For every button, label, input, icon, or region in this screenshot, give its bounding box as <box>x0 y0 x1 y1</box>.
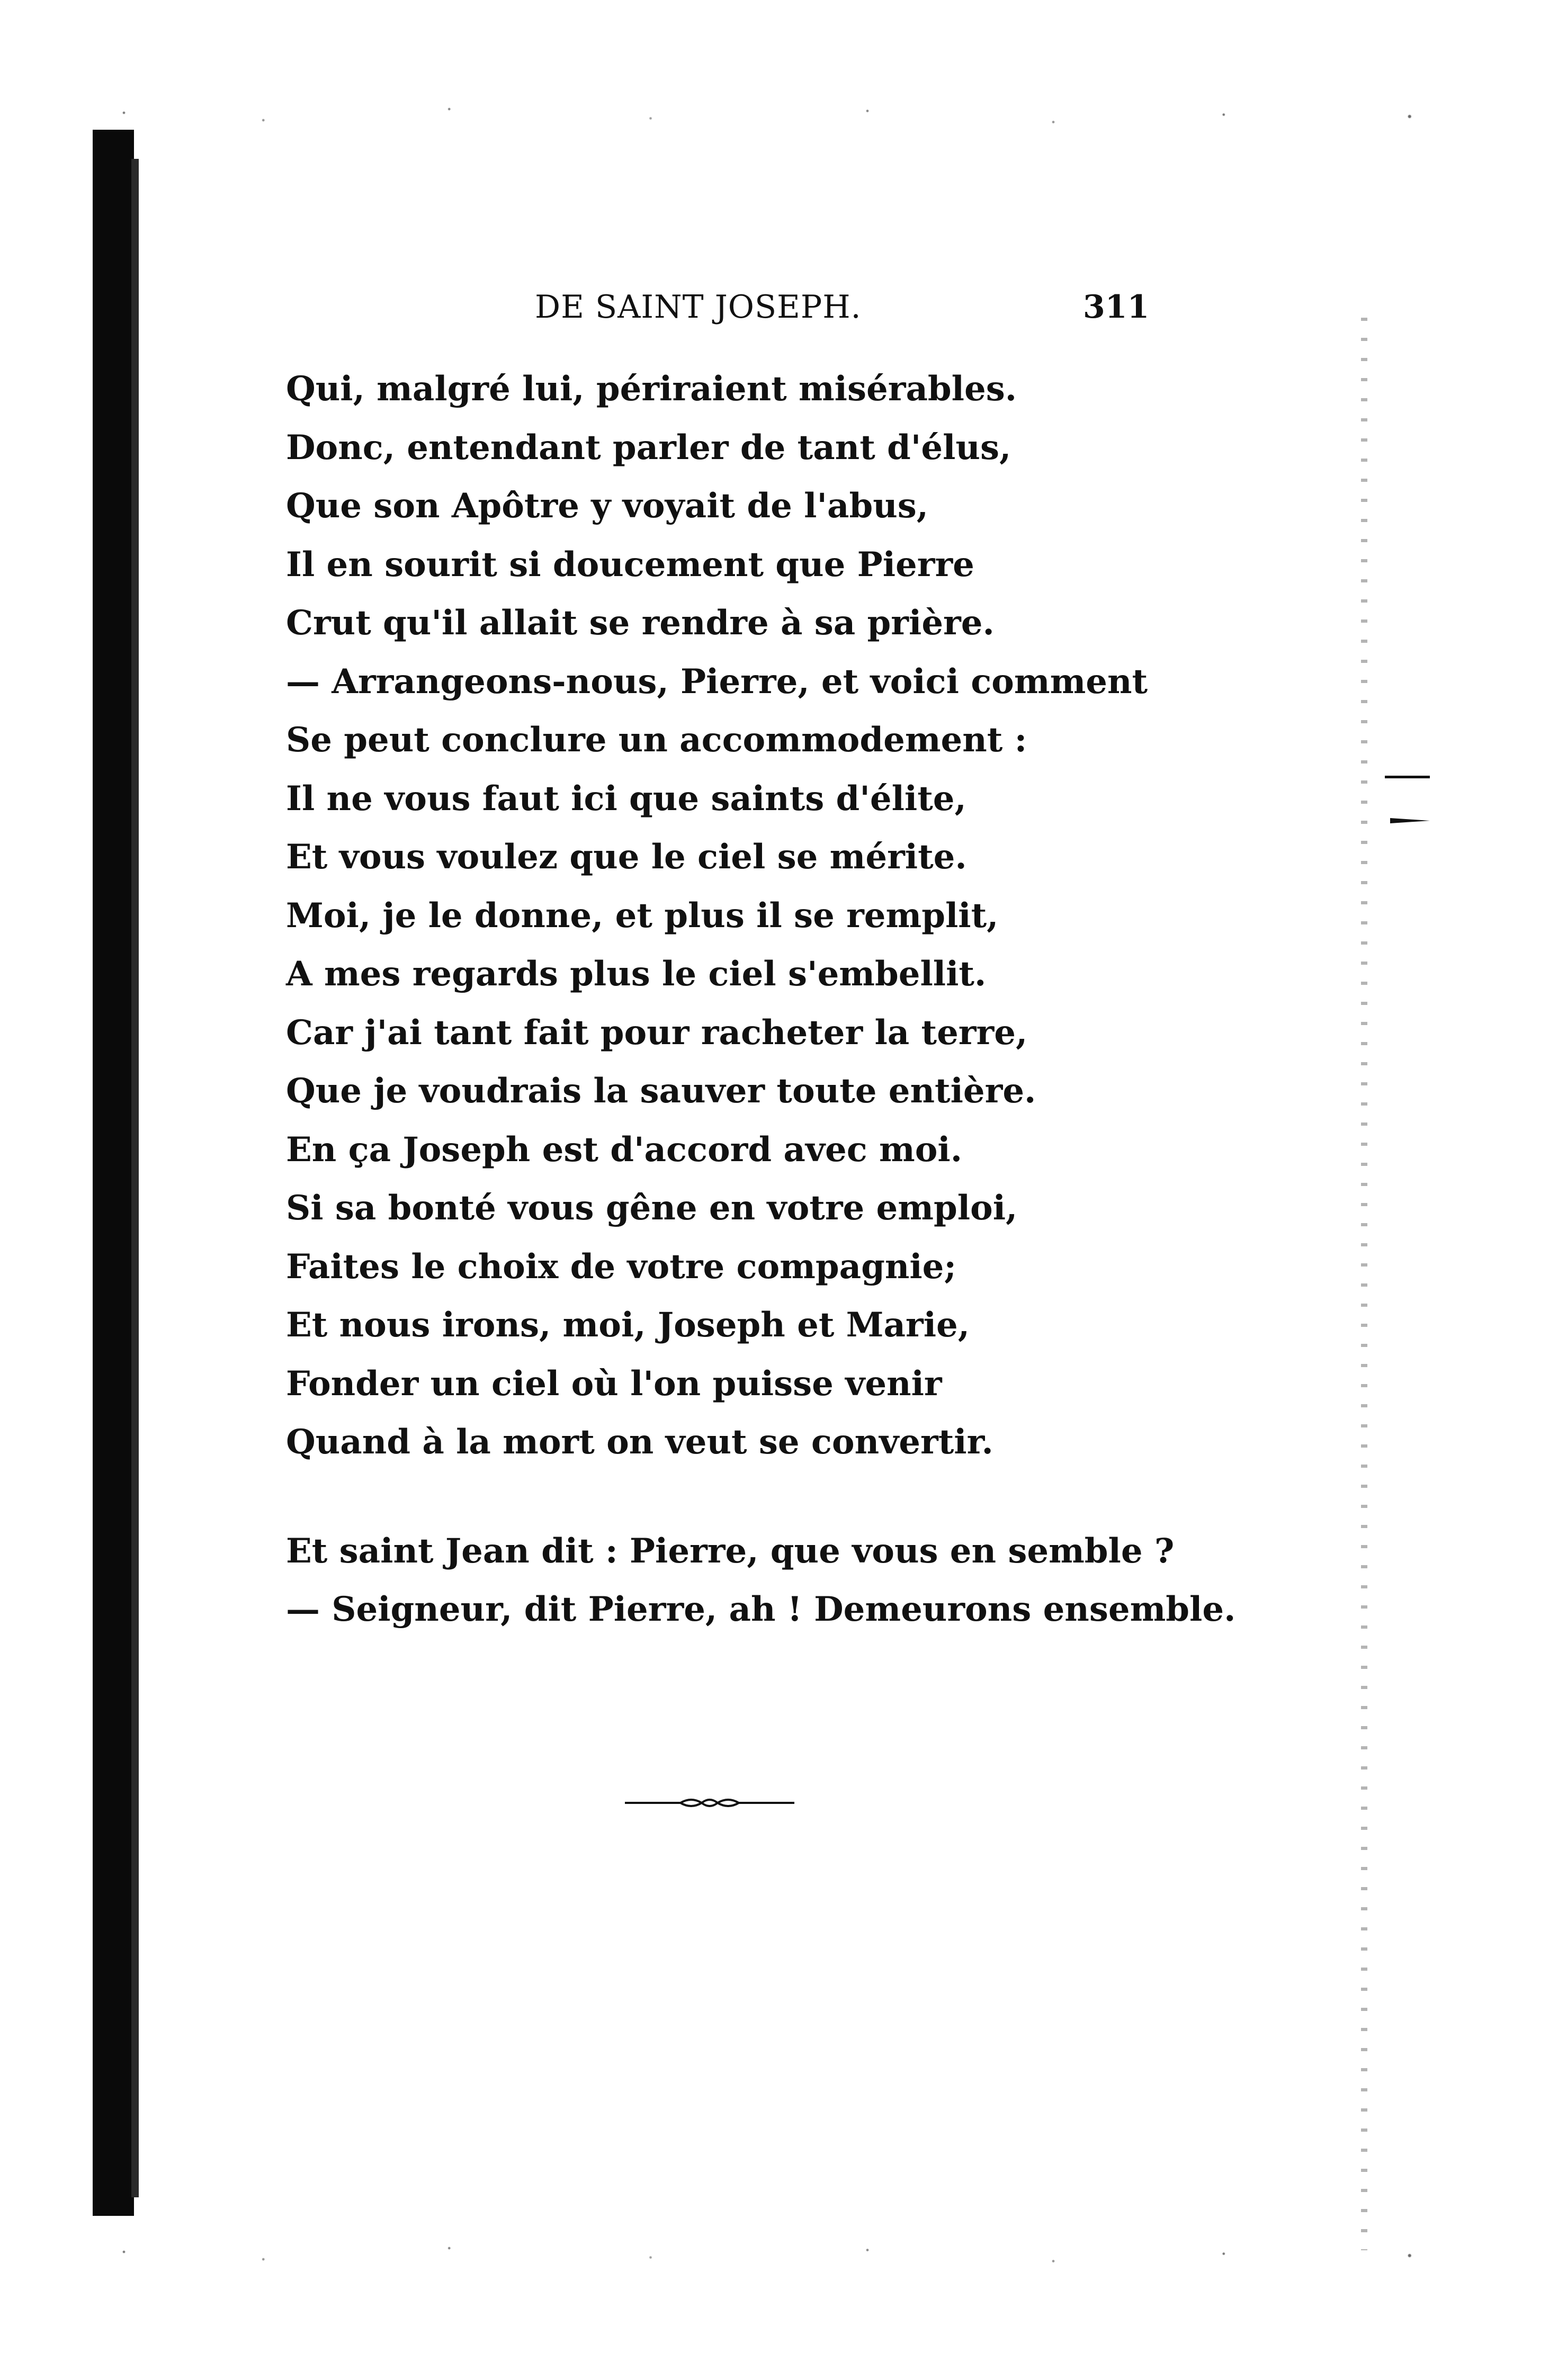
verse-line: Se peut conclure un accommodement : <box>286 720 1027 760</box>
verse-line: Faites le choix de votre compagnie; <box>286 1246 956 1287</box>
verse-line: Car j'ai tant fait pour racheter la terre, <box>286 1012 1028 1053</box>
page-number: 311 <box>1083 289 1150 326</box>
running-title: DE SAINT JOSEPH. <box>535 289 862 326</box>
margin-dash <box>1385 776 1430 778</box>
verse-line: Et vous voulez que le ciel se mérite. <box>286 837 967 877</box>
verse-line: Quand à la mort on veut se convertir. <box>286 1422 993 1462</box>
verse-line: A mes regards plus le ciel s'embellit. <box>286 954 987 994</box>
margin-arrow-mark <box>1390 818 1430 823</box>
verse-line: Si sa bonté vous gêne en votre emploi, <box>286 1188 1018 1228</box>
verse-line: En ça Joseph est d'accord avec moi. <box>286 1129 962 1170</box>
binding-shadow-edge <box>131 159 139 2197</box>
verse-line: Qui, malgré lui, périraient misérables. <box>286 369 1017 409</box>
verse-line: Crut qu'il allait se rendre à sa prière. <box>286 603 995 643</box>
verse-line: Que je voudrais la sauver toute entière. <box>286 1071 1036 1111</box>
verse-line: — Arrangeons-nous, Pierre, et voici comment <box>286 661 1148 702</box>
scan-marks-right <box>1361 318 1367 2250</box>
verse-line: Et nous irons, moi, Joseph et Marie, <box>286 1305 970 1345</box>
scan-noise-top <box>0 98 1549 135</box>
end-ornament-icon <box>625 1795 794 1811</box>
verse-line: Que son Apôtre y voyait de l'abus, <box>286 486 929 526</box>
verse-line: Fonder un ciel où l'on puisse venir <box>286 1363 942 1404</box>
stanza-2 <box>286 1522 1236 1639</box>
stanza-1 <box>286 360 1186 1472</box>
verse-line: Il en sourit si doucement que Pierre <box>286 544 974 585</box>
verse-line: Moi, je le donne, et plus il se remplit, <box>286 895 999 936</box>
binding-shadow <box>93 130 134 2216</box>
scan-noise-bottom <box>0 2237 1549 2274</box>
verse-line: Il ne vous faut ici que saints d'élite, <box>286 778 966 819</box>
verse-line: — Seigneur, dit Pierre, ah ! Demeurons ensemble. <box>286 1589 1236 1629</box>
stanza-break <box>286 1472 1186 1522</box>
verse-line: Et saint Jean dit : Pierre, que vous en semble ? <box>286 1531 1175 1571</box>
verse-line: Donc, entendant parler de tant d'élus, <box>286 427 1011 468</box>
poem-body <box>286 360 1236 1639</box>
